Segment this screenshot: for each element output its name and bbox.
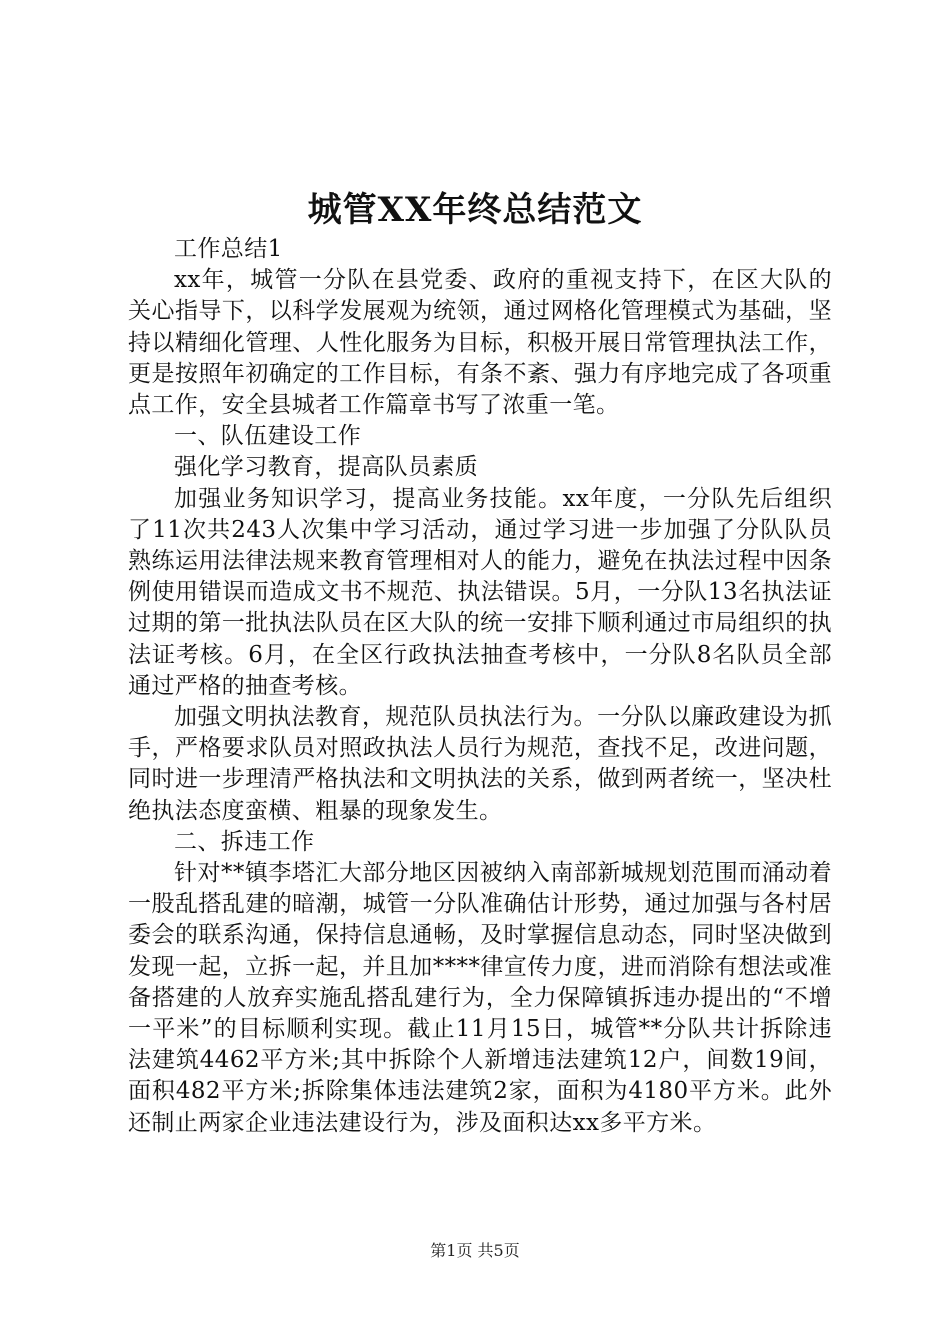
page-number-footer: 第1页 共5页	[430, 1241, 520, 1260]
section-label: 工作总结1	[174, 236, 283, 262]
document-body	[128, 234, 832, 1139]
section-heading-demolition: 二、拆违工作	[174, 828, 315, 855]
document-title: 城管XX年终总结范文	[307, 190, 643, 230]
subheading-education: 强化学习教育，提高队员素质	[174, 454, 479, 481]
section-heading-team-building: 一、队伍建设工作	[174, 423, 362, 450]
intro-paragraph: xx年，城管一分队在县党委、政府的重视支持下，在区大队的关心指导下，以科学发展观为统领，通过网格化管理模式为基础，坚持以精细化管理、人性化服务为目标，积极开展日常管理执法工作，更是按照年初确定的工作目标，有条不紊、强力有序地完成了各项重点工作，安全县城者工作篇章书写了浓重一笔。	[128, 267, 832, 419]
paragraph-demolition: 针对**镇李塔汇大部分地区因被纳入南部新城规划范围而涌动着一股乱搭乱建的暗潮，城管一分队准确估计形势，通过加强与各村居委会的联系沟通，保持信息通畅，及时掌握信息动态，同时坚决做到发现一起，立拆一起，并且加****律宣传力度，进而消除有想法或准备搭建的人放弃实施乱搭乱建行为，全力保障镇拆违办提出的“不增一平米”的目标顺利实现。截止11月15日，城管**分队共计拆除违法建筑4462平方米;其中拆除个人新增违法建筑12户，间数19间，面积482平方米;拆除集体违法建筑2家，面积为4180平方米。此外还制止两家企业违法建设行为，涉及面积达xx多平方米。	[128, 860, 832, 1136]
paragraph-civil-enforcement: 加强文明执法教育，规范队员执法行为。一分队以廉政建设为抓手，严格要求队员对照政执法人员行为规范，查找不足，改进问题，同时进一步理清严格执法和文明执法的关系，做到两者统一，坚决杜绝执法态度蛮横、粗暴的现象发生。	[128, 704, 832, 824]
paragraph-business-training: 加强业务知识学习，提高业务技能。xx年度，一分队先后组织了11次共243人次集中学习活动，通过学习进一步加强了分队队员熟练运用法律法规来教育管理相对人的能力，避免在执法过程中因条例使用错误而造成文书不规范、执法错误。5月，一分队13名执法证过期的第一批执法队员在区大队的统一安排下顺利通过市局组织的执法证考核。6月，在全区行政执法抽查考核中，一分队8名队员全部通过严格的抽查考核。	[128, 485, 832, 699]
